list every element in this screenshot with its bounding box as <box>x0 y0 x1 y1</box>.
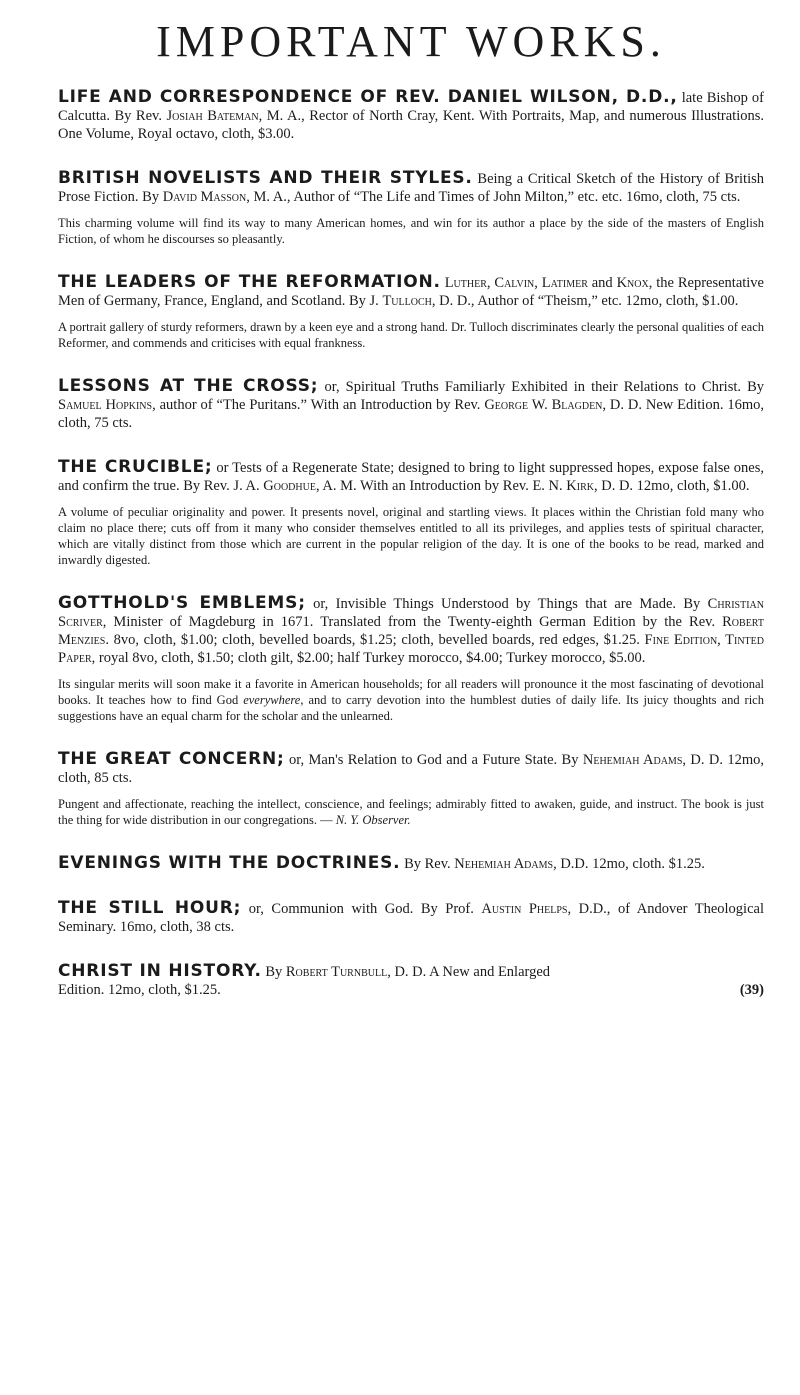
author-name: Josiah Bateman <box>166 108 259 124</box>
book-entry <box>58 273 764 351</box>
book-entry <box>58 854 764 873</box>
entry-heading: EVENINGS WITH THE DOCTRINES. <box>58 853 401 873</box>
entry-heading: LESSONS AT THE CROSS; <box>58 376 319 396</box>
book-entry <box>58 750 764 828</box>
entry-heading: THE STILL HOUR; <box>58 898 242 918</box>
book-entry <box>58 169 764 247</box>
author-name: Robert Turnbull <box>285 964 388 980</box>
entry-text: CHRIST IN HISTORY. By Robert Turnbull, D. D. A New and Enlarged <box>58 961 551 981</box>
author-name: Nehemiah Adams <box>454 856 554 872</box>
page-title: IMPORTANT WORKS. <box>156 17 666 66</box>
page-number: (39) <box>739 982 764 998</box>
review-note: Pungent and affectionate, reaching the intellect, conscience, and feelings; admirably fitted to awaken, guide, and instruct. The book is just the thing for wide distribution in our congregations. — N. Y. Observer. <box>58 797 764 827</box>
author-name: Robert Menzies <box>58 614 764 648</box>
author-name: Tulloch <box>382 293 432 309</box>
entry-heading: LIFE AND CORRESPONDENCE OF REV. DANIEL WILSON, D.D., <box>58 87 678 107</box>
entry-text: LESSONS AT THE CROSS; or, Spiritual Truths Familiarly Exhibited in their Relations to Christ. By Samuel Hopkins, author of “The Puritans.” With an Introduction by Rev. George W. Blagden, D. D. New Edition. 16mo, cloth, 75 cts. <box>58 376 765 431</box>
review-note: A volume of peculiar originality and power. It presents novel, original and startling views. It places within the Christian fold many who claim no place there; cuts off from it many who consider themselves entitled to all its privileges, and applies tests of spiritual character, which are vitally distinct from those which are current in the popular religion of the day. It is one of the books to be read, marked and inwardly digested. <box>58 505 764 567</box>
entry-text: BRITISH NOVELISTS AND THEIR STYLES. Being a Critical Sketch of the History of British Prose Fiction. By David Masson, M. A., Author of “The Life and Times of John Milton,” etc. etc. 16mo, cloth, 75 cts. <box>58 168 764 205</box>
review-note: A portrait gallery of sturdy reformers, drawn by a keen eye and a strong hand. Dr. Tulloch discriminates clearly the personal qualities of each Reformer, and commends and criticises with equal frankness. <box>58 320 764 350</box>
author-name: Christian Scriver <box>58 596 764 630</box>
review-note: Its singular merits will soon make it a favorite in American households; for all readers will pronounce it the most fascinating of devotional books. It teaches how to find God everywhere, and to carry devotion into the humblest duties of daily life. Its juicy thoughts and rich suggestions have an equal charm for the scholar and the unlearned. <box>58 677 764 723</box>
entry-heading: GOTTHOLD'S EMBLEMS; <box>58 593 306 613</box>
edition-label: Fine Edition, Tinted Paper <box>58 632 764 666</box>
entry-heading: CHRIST IN HISTORY. <box>58 961 262 981</box>
book-entry <box>58 88 764 143</box>
entry-heading: THE LEADERS OF THE REFORMATION. <box>58 272 441 292</box>
book-entry <box>58 377 764 432</box>
author-name: Kirk <box>566 478 594 494</box>
author-name: Goodhue <box>263 478 316 494</box>
entry-text: EVENINGS WITH THE DOCTRINES. By Rev. Nehemiah Adams, D.D. 12mo, cloth. $1.25. <box>58 853 705 873</box>
entry-text: THE LEADERS OF THE REFORMATION. Luther, Calvin, Latimer and Knox, the Representative Men of Germany, France, England, and Scotland. By J. Tulloch, D. D., Author of “Theism,” etc. 12mo, cloth, $1.00. <box>58 272 764 309</box>
author-name: George W. Blagden <box>484 397 603 413</box>
book-entry <box>58 458 764 568</box>
entry-heading: THE CRUCIBLE; <box>58 457 213 477</box>
entry-text: THE GREAT CONCERN; or, Man's Relation to God and a Future State. By Nehemiah Adams, D. D. 12mo, cloth, 85 cts. <box>58 749 764 786</box>
entry-heading: THE GREAT CONCERN; <box>58 749 285 769</box>
author-name: Samuel Hopkins <box>58 397 153 413</box>
entry-last-line: Edition. 12mo, cloth, $1.25. (39) <box>58 982 764 998</box>
entry-text: LIFE AND CORRESPONDENCE OF REV. DANIEL WILSON, D.D., late Bishop of Calcutta. By Rev. Josiah Bateman, M. A., Rector of North Cray, Kent. With Portraits, Map, and numerous Illustrations. One Volume, Royal octavo, cloth, $3.00. <box>58 87 764 142</box>
review-note: This charming volume will find its way to many American homes, and win for its author a place by the side of the masters of English Fiction, of whom he discourses so pleasantly. <box>58 216 764 246</box>
subject-names: Luther, Calvin, Latimer <box>444 275 588 291</box>
author-name: Nehemiah Adams <box>582 752 683 768</box>
entry-text: THE STILL HOUR; or, Communion with God. By Prof. Austin Phelps, D.D., of Andover Theological Seminary. 16mo, cloth, 38 cts. <box>58 898 764 935</box>
author-name: Austin Phelps <box>481 901 568 917</box>
author-name: David Masson <box>162 189 247 205</box>
entry-text: GOTTHOLD'S EMBLEMS; or, Invisible Things Understood by Things that are Made. By Christian Scriver, Minister of Magdeburg in 1671. Translated from the Twenty-eighth German Edition by the Rev. Robert Menzies. 8vo, cloth, $1.00; cloth, bevelled boards, $1.25; cloth, bevelled boards, red edges, $1.25. Fine Edition, Tinted Paper, royal 8vo, cloth, $1.50; cloth gilt, $2.00; half Turkey morocco, $4.00; Turkey morocco, $5.00. <box>58 593 764 666</box>
subject-name: Knox <box>616 275 649 291</box>
book-entry <box>58 594 764 724</box>
book-entry <box>58 962 764 999</box>
entry-text: THE CRUCIBLE; or Tests of a Regenerate State; designed to bring to light suppressed hopes, expose false ones, and confirm the true. By Rev. J. A. Goodhue, A. M. With an Introduction by Rev. E. N. Kirk, D. D. 12mo, cloth, $1.00. <box>58 457 764 494</box>
book-entry <box>58 899 764 936</box>
entry-heading: BRITISH NOVELISTS AND THEIR STYLES. <box>58 168 473 188</box>
